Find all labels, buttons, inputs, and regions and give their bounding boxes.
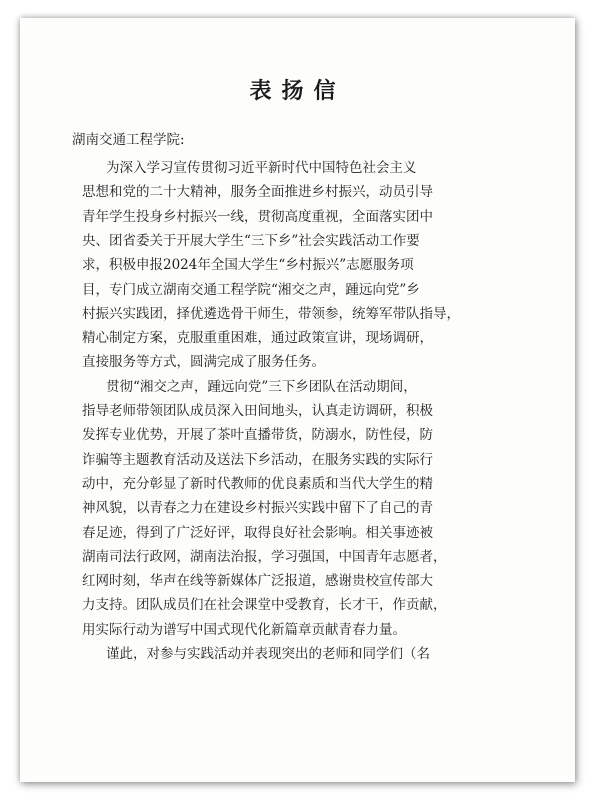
letter-line: 力支持。团队成员们在社会课堂中受教育，长才干，作贡献，: [82, 597, 447, 614]
letter-line: 青年学生投身乡村振兴一线，贯彻高度重视，全面落实团中: [82, 208, 433, 225]
letter-line: 诈骗等主题教育活动及送法下乡活动，在服务实践的实际行: [82, 451, 433, 468]
letter-title: 表扬信: [249, 78, 346, 104]
letter-line: 神风貌，以青春之力在建设乡村振兴实践中留下了自己的青: [82, 500, 433, 517]
letter-line: 直接服务等方式，圆满完成了服务任务。: [82, 354, 325, 371]
letter-line: 动中，充分彰显了新时代教师的优良素质和当代大学生的精: [82, 475, 433, 492]
letter-line: 湖南司法行政网，湖南法治报，学习强国，中国青年志愿者，: [82, 548, 447, 565]
letter-line: 村振兴实践团，择优遴选骨干师生，带领参，统筹军带队指导，: [82, 305, 460, 322]
letter-line: 精心制定方案，克服重重困难，通过政策宣讲，现场调研，: [82, 330, 433, 347]
letter-line: 为深入学习宣传贯彻习近平新时代中国特色社会主义: [106, 160, 417, 176]
letter-line: 思想和党的二十大精神，服务全面推进乡村振兴，动员引导: [82, 184, 433, 201]
letter-page: [20, 18, 575, 782]
letter-line: 央、团省委关于开展大学生“三下乡”社会实践活动工作要: [82, 232, 420, 249]
letter-line: 求，积极申报2024年全国大学生“乡村振兴”志愿服务项: [82, 257, 414, 274]
letter-line: 发挥专业优势，开展了茶叶直播带货，防溺水，防性侵，防: [82, 427, 433, 444]
letter-line: 用实际行动为谱写中国式现代化新篇章贡献青春力量。: [82, 621, 406, 638]
letter-line: 贯彻“湘交之声，踵远向党”三下乡团队在活动期间，: [106, 378, 417, 395]
letter-recipient: 湖南交通工程学院:: [72, 132, 185, 148]
letter-line: 目，专门成立湖南交通工程学院“湘交之声，踵远向党”乡: [82, 281, 420, 298]
letter-line: 红网时刻，华声在线等新媒体广泛报道，感谢贵校宣传部大: [82, 573, 433, 590]
letter-line: 春足迹，得到了广泛好评，取得良好社会影响。相关事迹被: [82, 524, 433, 541]
letter-line: 谨此，对参与实践活动并表现突出的老师和同学们（名: [106, 646, 430, 662]
letter-line: 指导老师带领团队成员深入田间地头，认真走访调研，积极: [82, 403, 433, 419]
